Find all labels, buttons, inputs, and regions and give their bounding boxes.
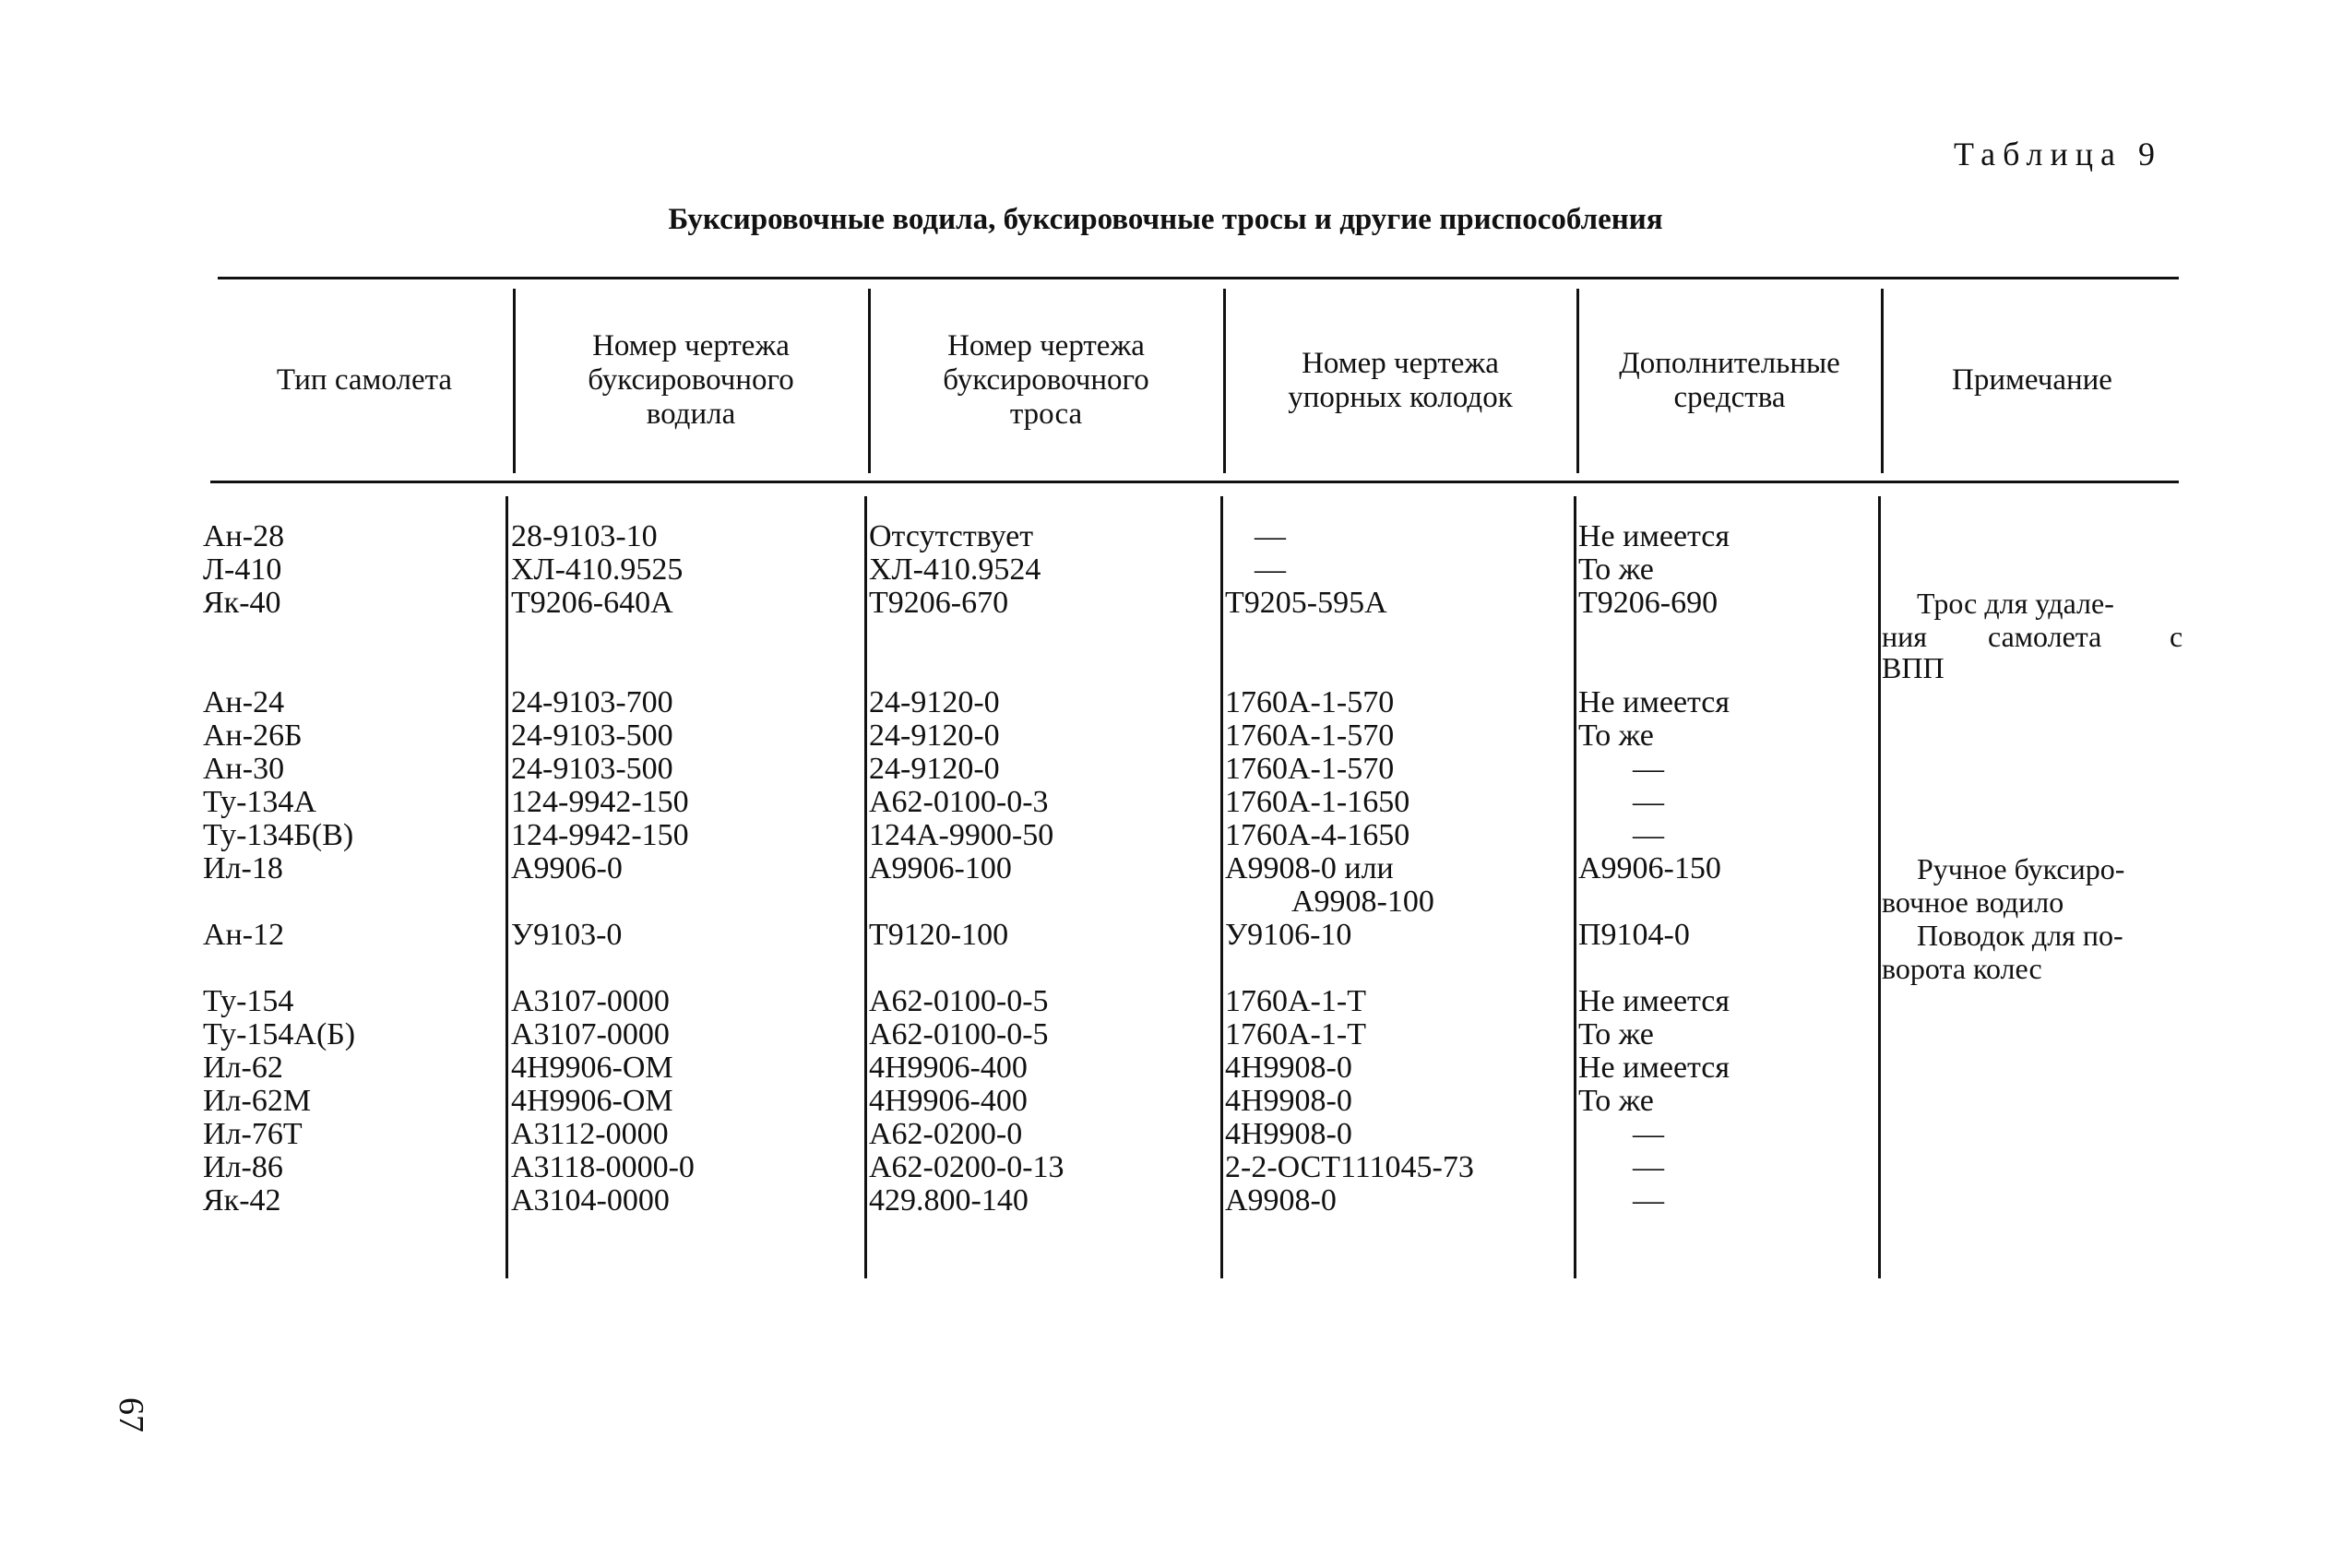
cell-cable: А62-0200-0-13 [869, 1150, 1064, 1184]
cell-cable: А62-0200-0 [869, 1117, 1023, 1151]
cell-chocks: Т9205-595А [1225, 586, 1387, 620]
cell-towbar: А3107-0000 [511, 984, 670, 1018]
cell-aircraft: Ту-134Б(В) [203, 818, 354, 852]
cell-chocks: 1760А-4-1650 [1225, 818, 1410, 852]
header-cable-drawing: Номер чертежа буксировочного троса [943, 329, 1149, 431]
cell-cable: А9906-100 [869, 851, 1012, 885]
note-line: с [2170, 620, 2183, 653]
cell-chocks: 1760А-1-570 [1225, 719, 1395, 753]
cell-towbar: 4Н9906-ОМ [511, 1084, 673, 1118]
cell-aircraft: Ан-28 [203, 519, 285, 553]
header-chocks-drawing: Номер чертежа упорных колодок [1288, 346, 1513, 414]
cell-aircraft: Ил-18 [203, 851, 283, 885]
cell-cable: Т9206-670 [869, 586, 1009, 620]
column-divider [1881, 289, 1884, 473]
cell-towbar: А3104-0000 [511, 1183, 670, 1218]
column-divider [1223, 289, 1226, 473]
table-top-rule [218, 277, 2179, 279]
note-line: Трос для удале- [1917, 587, 2114, 620]
cell-towbar: 4Н9906-ОМ [511, 1051, 673, 1085]
cell-cable: 24-9120-0 [869, 685, 1000, 719]
cell-chocks: 2-2-ОСТ111045-73 [1225, 1150, 1474, 1184]
cell-cable: 4Н9906-400 [869, 1051, 1028, 1085]
cell-cable: 124А-9900-50 [869, 818, 1054, 852]
cell-extra: — [1633, 1117, 1664, 1151]
column-divider [868, 289, 871, 473]
cell-aircraft: Ил-76Т [203, 1117, 303, 1151]
cell-extra: То же [1578, 1084, 1654, 1118]
page-number: 67 [112, 1397, 150, 1432]
column-divider [505, 496, 508, 1278]
column-divider [864, 496, 867, 1278]
cell-extra: — [1633, 1183, 1664, 1218]
cell-aircraft: Ан-24 [203, 685, 285, 719]
cell-chocks: — [1255, 552, 1286, 587]
cell-cable: А62-0100-0-3 [869, 785, 1049, 819]
cell-chocks: 1760А-1-570 [1225, 685, 1395, 719]
cell-aircraft: Ан-30 [203, 752, 285, 786]
cell-towbar: А3112-0000 [511, 1117, 669, 1151]
cell-cable: А62-0100-0-5 [869, 1017, 1049, 1051]
cell-aircraft: Л-410 [203, 552, 282, 587]
table-label: Таблица 9 [1954, 136, 2162, 172]
cell-cable: 4Н9906-400 [869, 1084, 1028, 1118]
cell-aircraft: Ил-62М [203, 1084, 312, 1118]
header-bottom-rule [210, 481, 2179, 483]
cell-cable: Отсутствует [869, 519, 1034, 553]
column-divider [1576, 289, 1579, 473]
cell-extra: — [1633, 785, 1664, 819]
note-line: Поводок для по- [1917, 919, 2123, 952]
cell-aircraft: Ту-154 [203, 984, 294, 1018]
cell-extra: Не имеется [1578, 685, 1730, 719]
cell-extra: То же [1578, 552, 1654, 587]
cell-extra: — [1633, 818, 1664, 852]
cell-extra: Не имеется [1578, 984, 1730, 1018]
column-divider [513, 289, 516, 473]
note-line: ВПП [1882, 651, 1944, 684]
cell-extra: Не имеется [1578, 519, 1730, 553]
cell-cable: ХЛ-410.9524 [869, 552, 1041, 587]
cell-chocks: 1760А-1-Т [1225, 984, 1366, 1018]
cell-cable: Т9120-100 [869, 918, 1009, 952]
cell-chocks-cont: А9908-100 [1291, 885, 1434, 919]
cell-aircraft: Як-42 [203, 1183, 281, 1218]
note-line: Ручное буксиро- [1917, 852, 2125, 885]
cell-towbar: А9906-0 [511, 851, 623, 885]
cell-aircraft: Ту-154А(Б) [203, 1017, 356, 1051]
cell-towbar: 124-9942-150 [511, 785, 689, 819]
cell-extra: — [1633, 1150, 1664, 1184]
note-line: вочное водило [1882, 885, 2064, 919]
cell-towbar: 24-9103-500 [511, 752, 673, 786]
cell-chocks: — [1255, 519, 1286, 553]
cell-cable: 429.800-140 [869, 1183, 1029, 1218]
cell-towbar: У9103-0 [511, 918, 623, 952]
cell-towbar: А3107-0000 [511, 1017, 670, 1051]
cell-aircraft: Ту-134А [203, 785, 316, 819]
header-note: Примечание [1952, 363, 2112, 397]
header-additional-means: Дополнительные средства [1619, 346, 1840, 414]
cell-chocks: А9908-0 [1225, 1183, 1337, 1218]
cell-aircraft: Ан-12 [203, 918, 285, 952]
column-divider [1220, 496, 1223, 1278]
note-line: ворота колес [1882, 952, 2042, 985]
header-aircraft-type: Тип самолета [276, 363, 453, 397]
cell-towbar: ХЛ-410.9525 [511, 552, 684, 587]
cell-towbar: 24-9103-700 [511, 685, 673, 719]
note-line: ния [1882, 620, 1927, 653]
cell-chocks: У9106-10 [1225, 918, 1352, 952]
cell-extra: П9104-0 [1578, 918, 1690, 952]
cell-towbar: 28-9103-10 [511, 519, 658, 553]
cell-towbar: А3118-0000-0 [511, 1150, 695, 1184]
cell-aircraft: Ил-62 [203, 1051, 283, 1085]
column-divider [1574, 496, 1576, 1278]
cell-chocks: 1760А-1-Т [1225, 1017, 1366, 1051]
header-towbar-drawing: Номер чертежа буксировочного водила [588, 329, 794, 431]
cell-chocks: 1760А-1-1650 [1225, 785, 1410, 819]
cell-extra: А9906-150 [1578, 851, 1721, 885]
cell-towbar: Т9206-640А [511, 586, 673, 620]
cell-aircraft: Як-40 [203, 586, 281, 620]
cell-cable: 24-9120-0 [869, 752, 1000, 786]
cell-cable: 24-9120-0 [869, 719, 1000, 753]
cell-chocks: 1760А-1-570 [1225, 752, 1395, 786]
cell-extra: То же [1578, 1017, 1654, 1051]
cell-extra: Т9206-690 [1578, 586, 1719, 620]
cell-aircraft: Ан-26Б [203, 719, 303, 753]
cell-towbar: 24-9103-500 [511, 719, 673, 753]
column-divider [1878, 496, 1881, 1278]
note-line: самолета [1988, 620, 2102, 653]
cell-chocks: 4Н9908-0 [1225, 1084, 1352, 1118]
cell-chocks: А9908-0 или [1225, 851, 1394, 885]
cell-chocks: 4Н9908-0 [1225, 1117, 1352, 1151]
page-title: Буксировочные водила, буксировочные тросы и другие приспособления [668, 203, 1663, 236]
cell-aircraft: Ил-86 [203, 1150, 283, 1184]
cell-chocks: 4Н9908-0 [1225, 1051, 1352, 1085]
cell-towbar: 124-9942-150 [511, 818, 689, 852]
cell-extra: То же [1578, 719, 1654, 753]
cell-extra: Не имеется [1578, 1051, 1730, 1085]
cell-cable: А62-0100-0-5 [869, 984, 1049, 1018]
cell-extra: — [1633, 752, 1664, 786]
